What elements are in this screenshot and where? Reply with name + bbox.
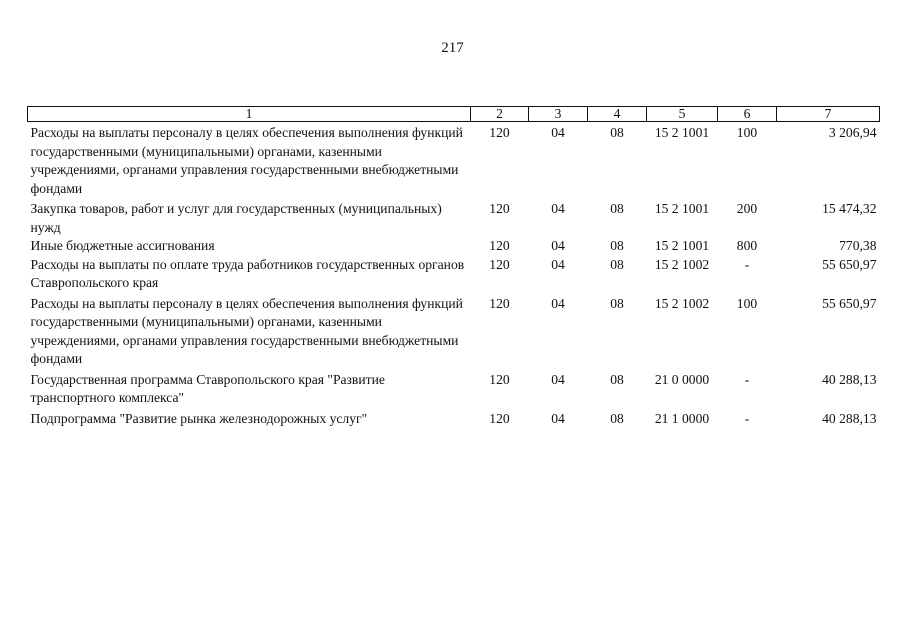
row-col-4: 08 xyxy=(610,256,624,272)
row-col-2: 120 xyxy=(489,371,510,387)
row-col-4: 08 xyxy=(610,410,624,426)
row-amount: 55 650,97 xyxy=(822,295,877,311)
row-col-5: 21 0 0000 xyxy=(654,371,710,387)
row-col-3: 04 xyxy=(551,125,565,140)
row-name: Расходы на выплаты по оплате труда работников государственных органов Ставропольского края xyxy=(30,256,465,290)
budget-table xyxy=(27,106,880,428)
row-col-3: 04 xyxy=(551,371,565,387)
row-col-5: 15 2 1001 xyxy=(654,201,710,216)
row-col-3: 04 xyxy=(551,238,565,253)
table-row xyxy=(28,256,880,293)
row-col-2: 120 xyxy=(489,410,510,426)
table-row xyxy=(28,122,880,199)
row-col-5: 15 2 1001 xyxy=(654,125,710,140)
row-col-6: - xyxy=(744,371,750,387)
row-amount: 15 474,32 xyxy=(822,201,877,216)
row-col-5: 21 1 0000 xyxy=(654,410,710,426)
row-name: Подпрограмма "Развитие рынка железнодорожных услуг" xyxy=(30,410,368,426)
header-col-1: 1 xyxy=(28,107,471,122)
row-name: Закупка товаров, работ и услуг для государственных (муниципальных) нужд xyxy=(30,201,442,235)
row-col-6: 100 xyxy=(736,125,758,140)
row-col-4: 08 xyxy=(610,201,624,216)
row-col-2: 120 xyxy=(489,295,510,311)
row-name: Расходы на выплаты персоналу в целях обеспечения выполнения функций государственными (муниципальными) органами, казенными учреждениями, органами управления государственными внебюджетными фондами xyxy=(30,295,463,366)
row-col-6: - xyxy=(744,256,750,272)
table-row xyxy=(28,369,880,408)
row-col-6: - xyxy=(744,410,750,426)
table-row xyxy=(28,198,880,237)
table-row xyxy=(28,237,880,256)
header-col-7: 7 xyxy=(777,107,880,122)
row-amount: 40 288,13 xyxy=(822,371,877,387)
page-number: 217 xyxy=(441,40,464,56)
table-row xyxy=(28,408,880,429)
row-col-3: 04 xyxy=(551,256,565,272)
row-col-2: 120 xyxy=(489,125,510,140)
row-name: Расходы на выплаты персоналу в целях обеспечения выполнения функций государственными (муниципальными) органами, казенными учреждениями, органами управления государственными внебюджетными фондами xyxy=(30,125,463,196)
row-col-2: 120 xyxy=(489,256,510,272)
row-col-5: 15 2 1002 xyxy=(654,256,710,272)
row-col-4: 08 xyxy=(610,238,624,253)
row-col-6: 100 xyxy=(736,295,758,311)
row-col-4: 08 xyxy=(610,371,624,387)
row-col-5: 15 2 1002 xyxy=(654,295,710,311)
row-col-4: 08 xyxy=(610,125,624,140)
row-col-5: 15 2 1001 xyxy=(654,238,710,253)
header-col-4: 4 xyxy=(588,107,647,122)
row-amount: 40 288,13 xyxy=(822,410,877,426)
header-col-3: 3 xyxy=(529,107,588,122)
row-col-6: 200 xyxy=(736,201,758,216)
header-row xyxy=(28,107,880,122)
row-col-3: 04 xyxy=(551,410,565,426)
row-name: Иные бюджетные ассигнования xyxy=(30,238,215,253)
row-amount: 55 650,97 xyxy=(822,256,877,272)
header-col-6: 6 xyxy=(718,107,777,122)
header-col-5: 5 xyxy=(647,107,718,122)
row-name: Государственная программа Ставропольского края "Развитие транспортного комплекса" xyxy=(30,371,385,405)
row-amount: 770,38 xyxy=(839,238,877,253)
header-col-2: 2 xyxy=(471,107,529,122)
row-amount: 3 206,94 xyxy=(828,125,877,140)
row-col-4: 08 xyxy=(610,295,624,311)
row-col-6: 800 xyxy=(736,238,758,253)
row-col-2: 120 xyxy=(489,238,510,253)
row-col-3: 04 xyxy=(551,201,565,216)
row-col-2: 120 xyxy=(489,201,510,216)
table-row xyxy=(28,293,880,369)
row-col-3: 04 xyxy=(551,295,565,311)
